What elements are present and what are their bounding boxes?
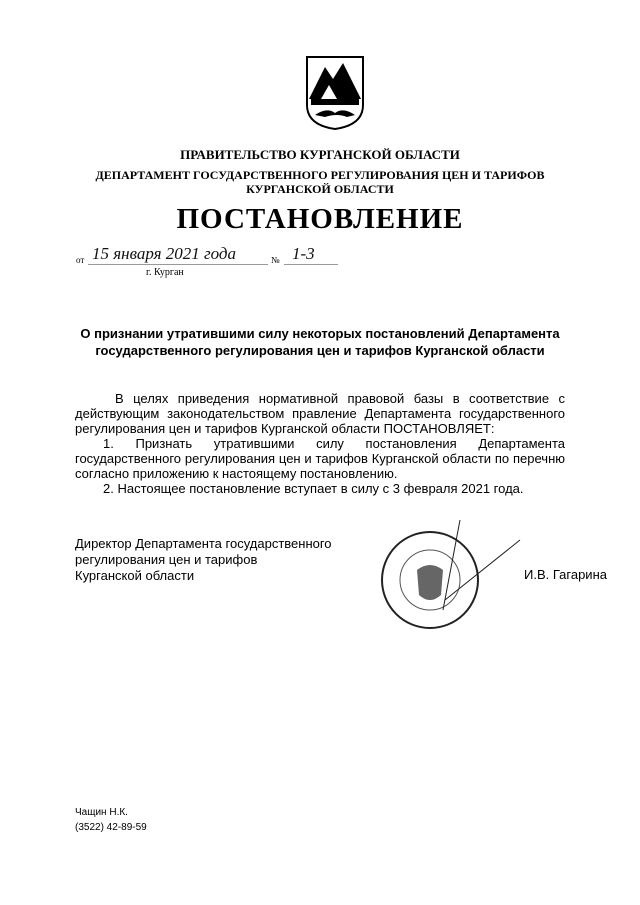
item-1-paragraph: 1. Признать утратившими силу постановления Департамента государственного регулирования цен и тарифов Курганской области по перечню согласно приложению к настоящему постановлению. bbox=[75, 436, 565, 481]
handwritten-date: 15 января 2021 года bbox=[92, 244, 237, 263]
document-type-title: ПОСТАНОВЛЕНИЕ bbox=[176, 203, 464, 235]
contact-info bbox=[75, 805, 147, 835]
position-line2: регулирования цен и тарифов bbox=[75, 552, 258, 567]
position-line1: Директор Департамента государственного bbox=[75, 536, 332, 551]
official-stamp-and-signature bbox=[355, 515, 525, 630]
subject-line2: государственного регулирования цен и тарифов Курганской области bbox=[95, 343, 545, 358]
department-name-line1: ДЕПАРТАМЕНТ ГОСУДАРСТВЕННОГО РЕГУЛИРОВАНИЯ ЦЕН И ТАРИФОВ bbox=[95, 168, 545, 182]
subject-line1: О признании утратившими силу некоторых постановлений Департамента bbox=[80, 326, 560, 341]
government-name: ПРАВИТЕЛЬСТВО КУРГАНСКОЙ ОБЛАСТИ bbox=[180, 147, 460, 162]
document-body bbox=[75, 391, 565, 496]
signatory-position bbox=[75, 536, 332, 584]
number-underline bbox=[284, 264, 338, 265]
department-name-line2: КУРГАНСКОЙ ОБЛАСТИ bbox=[246, 182, 394, 196]
item-2-paragraph: 2. Настоящее постановление вступает в силу с 3 февраля 2021 года. bbox=[103, 481, 524, 496]
contact-phone: (3522) 42-89-59 bbox=[75, 822, 147, 833]
signatory-name: И.В. Гагарина bbox=[524, 567, 607, 582]
contact-name: Чащин Н.К. bbox=[75, 807, 128, 818]
kurgan-coat-of-arms-icon bbox=[303, 55, 367, 131]
number-sign: № bbox=[271, 255, 280, 265]
document-subject bbox=[0, 325, 640, 359]
date-prefix: от bbox=[76, 255, 85, 265]
handwritten-number: 1-3 bbox=[292, 244, 315, 263]
preamble-paragraph: В целях приведения нормативной правовой базы в соответствие с действующим законодательством правление Департамента государственного регулирования цен и тарифов Курганской области ПОСТАНОВЛЯЕТ: bbox=[75, 391, 565, 436]
position-line3: Курганской области bbox=[75, 568, 195, 583]
date-underline bbox=[88, 264, 268, 265]
city: г. Курган bbox=[146, 267, 184, 278]
